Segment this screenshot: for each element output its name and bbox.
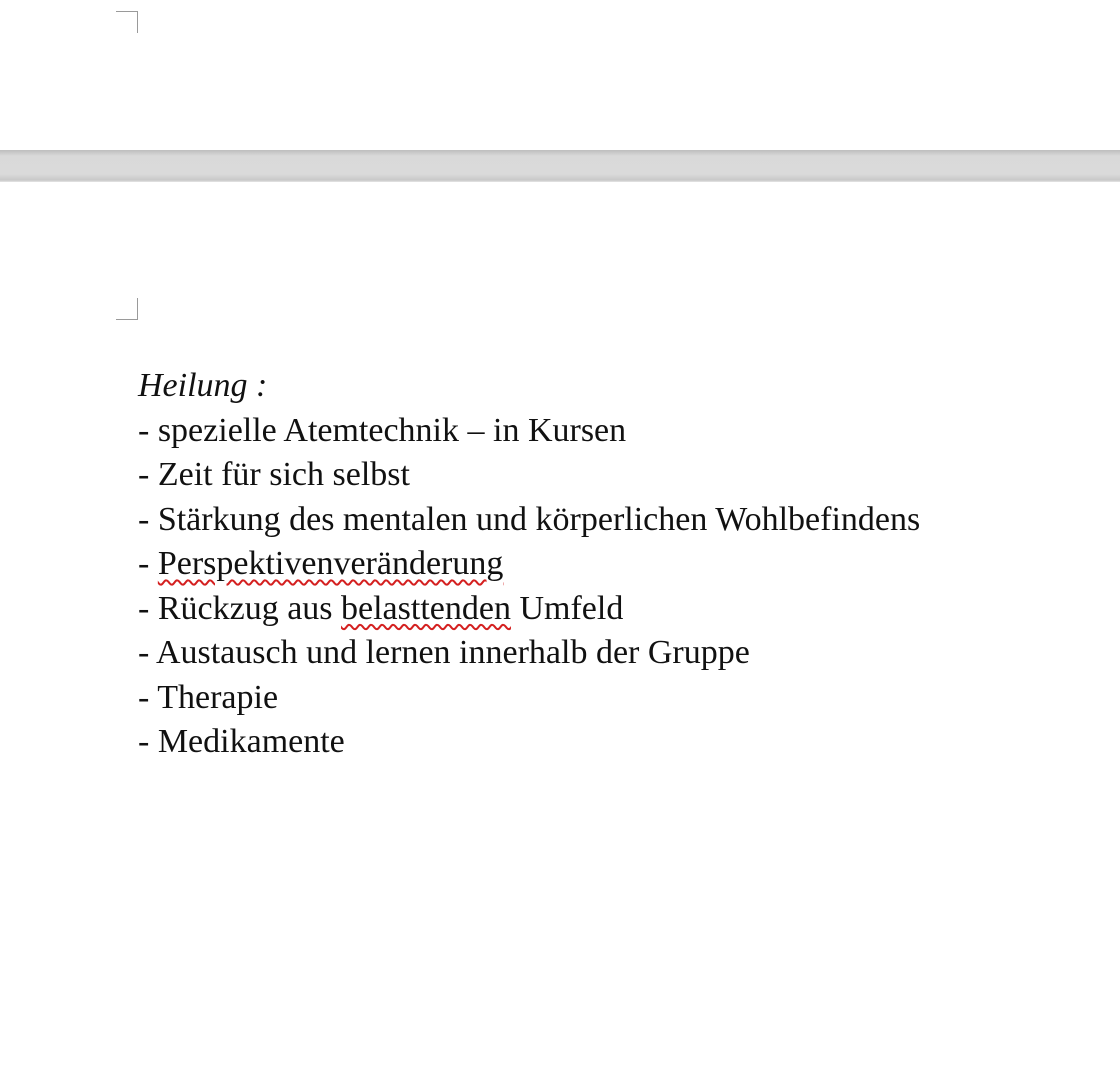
list-bullet: -: [138, 723, 158, 760]
list-item-text: Therapie: [157, 678, 279, 716]
list-item-therapie[interactable]: [138, 676, 1098, 721]
document-text-area[interactable]: [138, 364, 1098, 765]
list-item-austausch[interactable]: [138, 631, 1098, 676]
top-left-margin-mark: [116, 298, 138, 320]
list-item-medikamente[interactable]: [138, 720, 1098, 765]
list-item-staerkung[interactable]: [138, 498, 1098, 543]
spellcheck-error-word[interactable]: belasttenden: [341, 589, 511, 627]
list-item-text: Medikamente: [157, 723, 345, 760]
list-item-text: Stärkung des mentalen und körperlichen Wohlbefindens: [157, 500, 921, 538]
list-bullet: -: [138, 678, 158, 716]
bottom-left-margin-mark: [116, 11, 138, 33]
list-item-text-before: Rückzug aus: [157, 589, 342, 627]
list-bullet: -: [138, 456, 158, 493]
list-item-zeit[interactable]: [138, 453, 1098, 498]
list-item-rueckzug[interactable]: [138, 587, 1098, 632]
current-page[interactable]: [0, 182, 1120, 1080]
list-bullet: -: [138, 634, 156, 671]
page-separator: [0, 150, 1120, 182]
list-item-perspektive[interactable]: [138, 542, 1098, 587]
list-item-atemtechnik[interactable]: [138, 409, 1098, 454]
list-item-text: spezielle Atemtechnik – in Kursen: [157, 411, 627, 449]
list-bullet: -: [138, 500, 158, 538]
previous-page-bottom[interactable]: [0, 0, 1120, 150]
spellcheck-error-word[interactable]: Perspektivenveränderung: [157, 545, 504, 582]
list-bullet: -: [138, 589, 158, 627]
heading-heilung[interactable]: Heilung :: [138, 367, 268, 404]
list-item-text-after: Umfeld: [510, 589, 624, 627]
list-item-text: Zeit für sich selbst: [157, 456, 410, 493]
list-item-text: Austausch und lernen innerhalb der Gruppe: [155, 634, 750, 671]
list-bullet: -: [138, 545, 158, 582]
list-bullet: -: [138, 411, 158, 449]
